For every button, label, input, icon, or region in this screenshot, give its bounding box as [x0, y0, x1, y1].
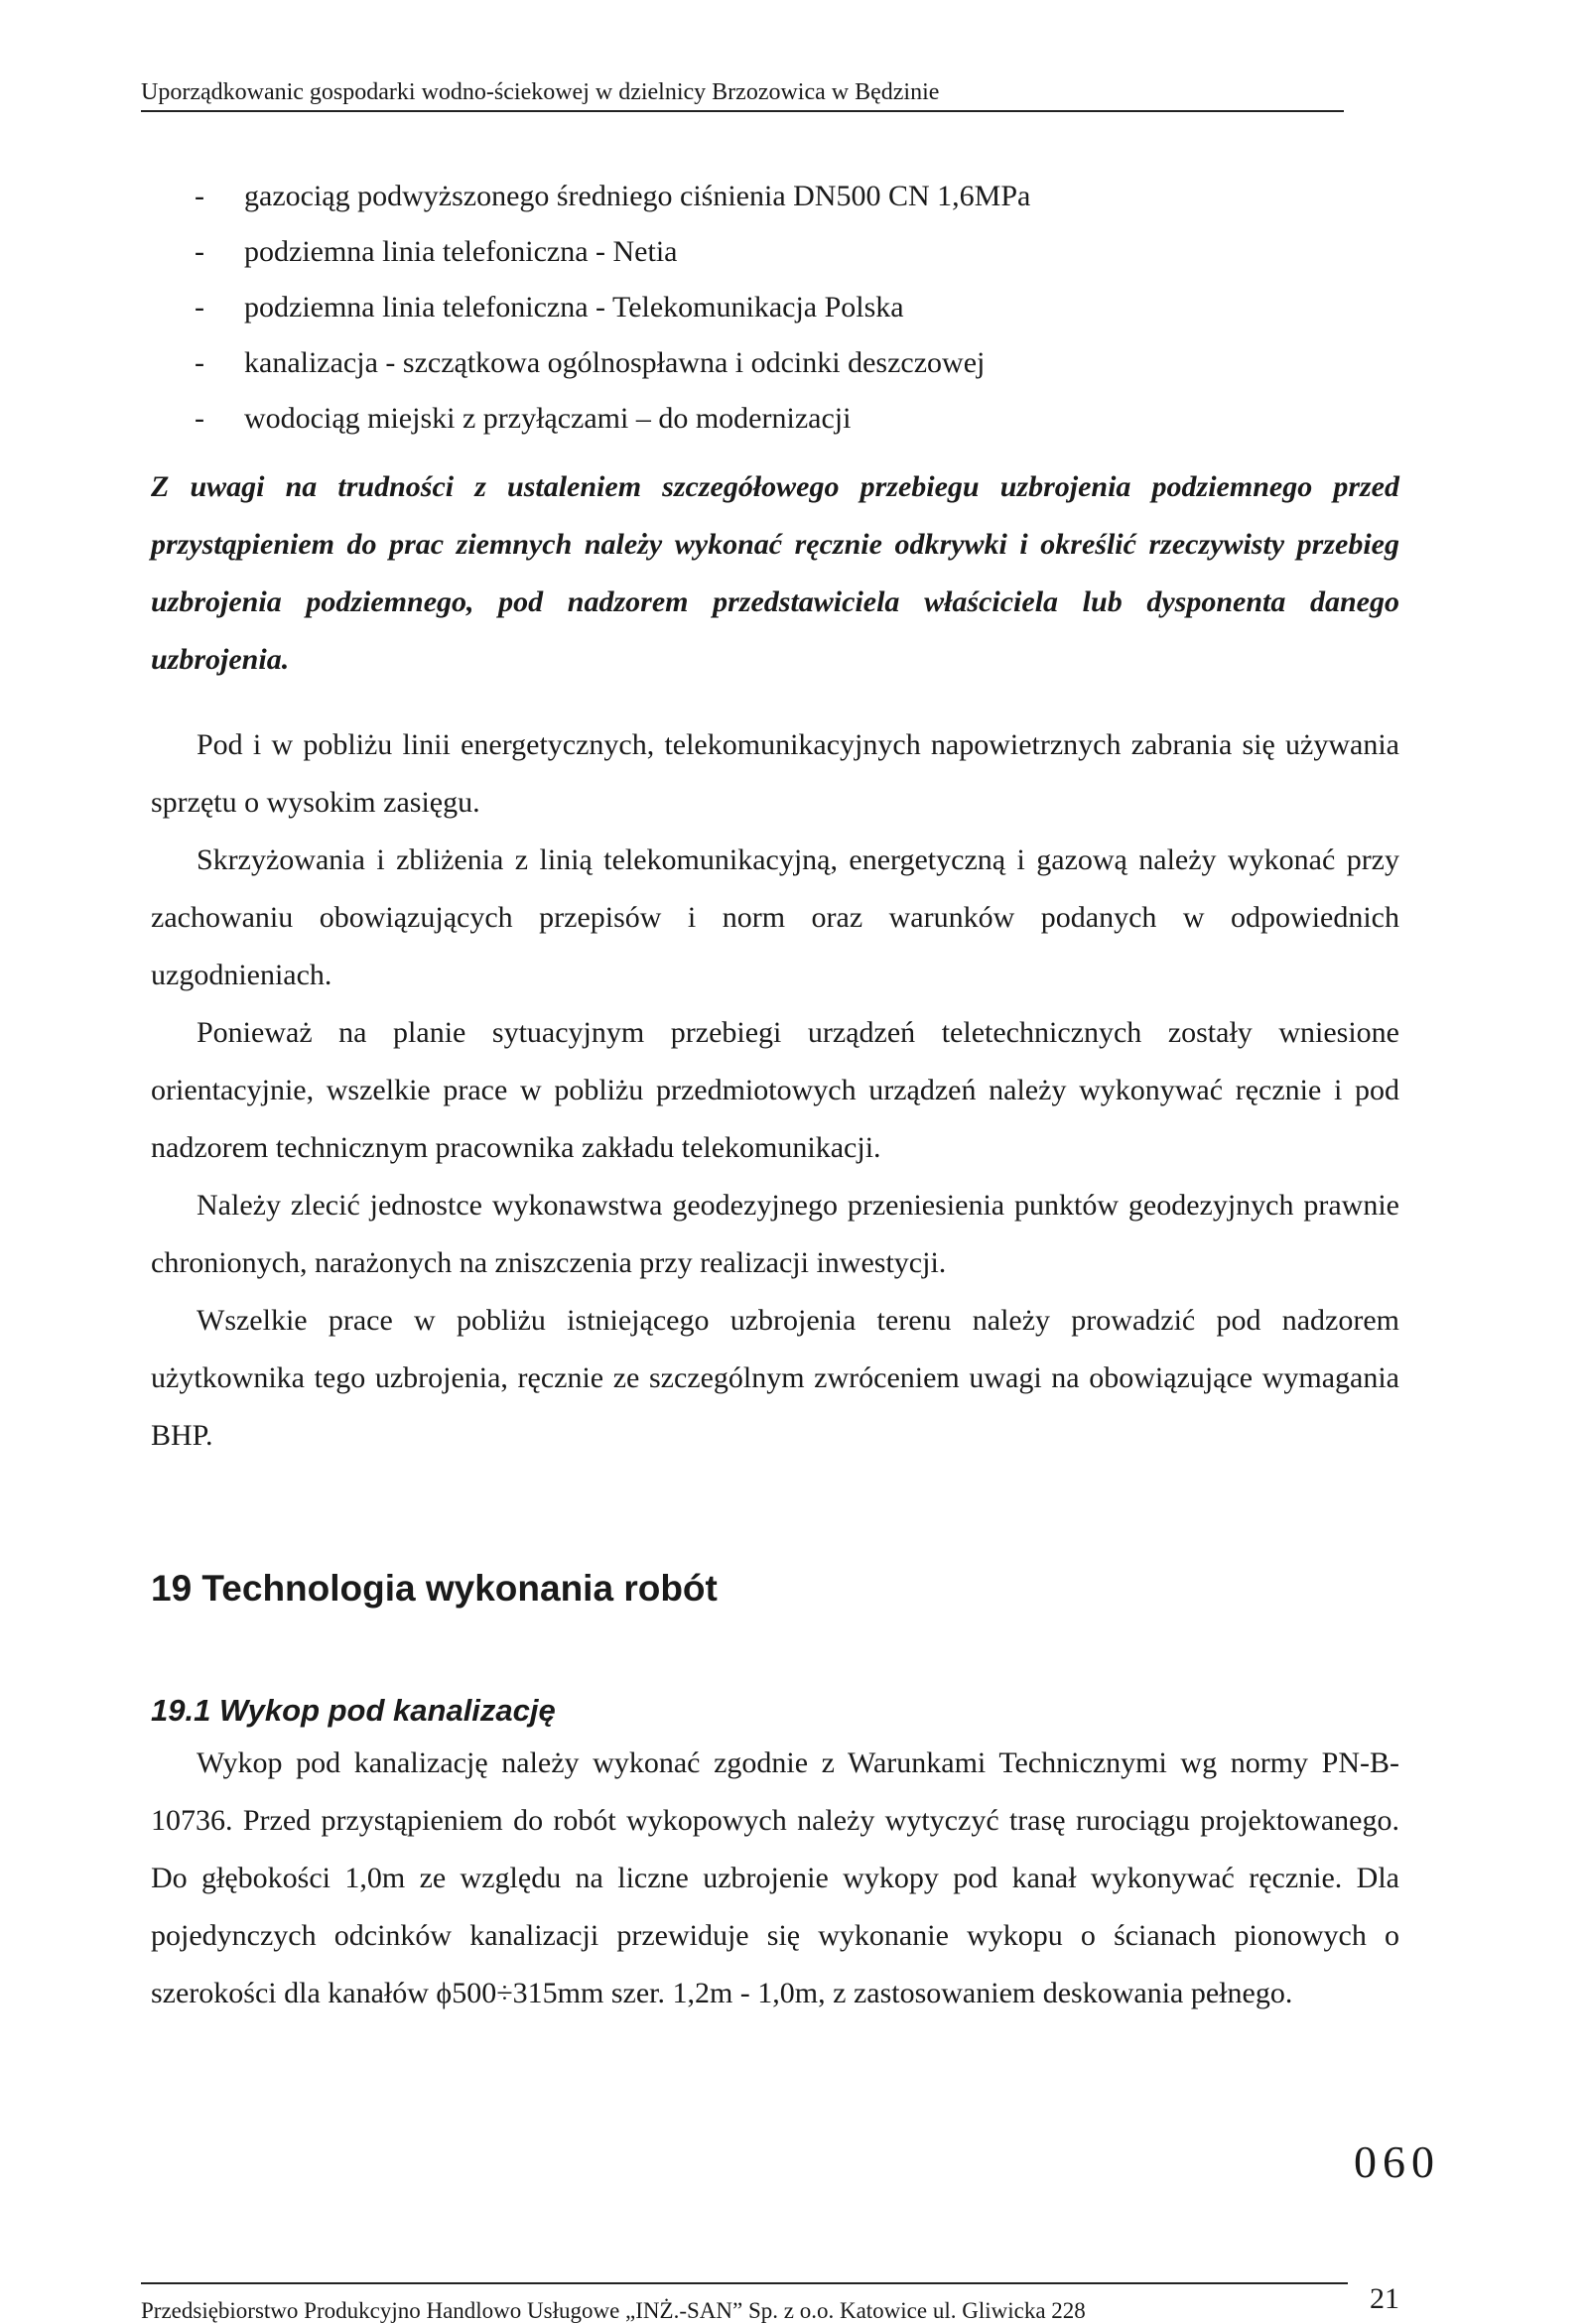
page-stamp: 060 — [1354, 2136, 1440, 2187]
bullet-marker: - — [195, 402, 204, 435]
footer-divider — [141, 2282, 1348, 2284]
paragraph: Wszelkie prace w pobliżu istniejącego uzbrojenia terenu należy prowadzić pod nadzorem użytkownika tego uzbrojenia, ręcznie ze szczególnym zwróceniem uwagi na obowiązujące wymagania BHP. — [151, 1304, 1399, 1452]
paragraph: Należy zlecić jednostce wykonawstwa geodezyjnego przeniesienia punktów geodezyjnych prawnie chronionych, narażonych na zniszczenia przy realizacji inwestycji. — [151, 1189, 1399, 1279]
bullet-marker: - — [195, 291, 204, 323]
list-item-text: podziemna linia telefoniczna - Netia — [244, 235, 678, 268]
paragraph: Wykop pod kanalizację należy wykonać zgodnie z Warunkami Technicznymi wg normy PN-B-10736. Przed przystąpieniem do robót wykopowych należy wytyczyć trasę rurociągu projektowanego. Do głębokości 1,0m ze względu na liczne uzbrojenie wykopy pod kanał wykonywać ręcznie. Dla pojedynczych odcinków kanalizacji przewiduje się wykonanie wykopu o ścianach pionowych o szerokości dla kanałów ϕ500÷315mm szer. 1,2m - 1,0m, z zastosowaniem deskowania pełnego. — [151, 1746, 1399, 2009]
section-heading: 19 Technologia wykonania robót — [151, 1568, 718, 1609]
bullet-marker: - — [195, 235, 204, 268]
subsection-heading: 19.1 Wykop pod kanalizację — [151, 1693, 556, 1728]
paragraph: Ponieważ na planie sytuacyjnym przebiegi urządzeń teletechnicznych zostały wniesione orientacyjnie, wszelkie prace w pobliżu przedmiotowych urządzeń należy wykonywać ręcznie i pod nadzorem technicznym pracownika zakładu telekomunikacji. — [151, 1016, 1399, 1164]
footer-company: Przedsiębiorstwo Produkcyjno Handlowo Usługowe „INŻ.-SAN” Sp. z o.o. Katowice ul. Gliwicka 228 — [141, 2298, 1086, 2323]
utility-list — [195, 177, 1386, 454]
bullet-marker: - — [195, 180, 204, 212]
page-number: 21 — [1370, 2282, 1399, 2315]
bullet-marker: - — [195, 346, 204, 379]
list-item — [195, 343, 1386, 399]
paragraph: Pod i w pobliżu linii energetycznych, telekomunikacyjnych napowietrznych zabrania się używania sprzętu o wysokim zasięgu. — [151, 728, 1399, 819]
list-item-text: podziemna linia telefoniczna - Telekomunikacja Polska — [244, 291, 904, 323]
list-item — [195, 232, 1386, 288]
list-item — [195, 177, 1386, 232]
running-header: Uporządkowanic gospodarki wodno-ściekowej w dzielnicy Brzozowica w Będzinie — [141, 79, 1344, 112]
list-item-text: gazociąg podwyższonego średniego ciśnienia DN500 CN 1,6MPa — [244, 180, 1031, 212]
list-item-text: kanalizacja - szczątkowa ogólnospławna i odcinki deszczowej — [244, 346, 986, 379]
warning-note: Z uwagi na trudności z ustaleniem szczegółowego przebiegu uzbrojenia podziemnego przed przystąpieniem do prac ziemnych należy wykonać ręcznie odkrywki i określić rzeczywisty przebieg uzbrojenia podziemnego, pod nadzorem przedstawiciela właściciela lub dysponenta danego uzbrojenia. — [151, 470, 1399, 676]
list-item-text: wodociąg miejski z przyłączami – do modernizacji — [244, 402, 852, 435]
list-item — [195, 399, 1386, 454]
paragraph: Skrzyżowania i zbliżenia z linią telekomunikacyjną, energetyczną i gazową należy wykonać przy zachowaniu obowiązujących przepisów i norm oraz warunków podanych w odpowiednich uzgodnieniach. — [151, 843, 1399, 991]
list-item — [195, 288, 1386, 343]
